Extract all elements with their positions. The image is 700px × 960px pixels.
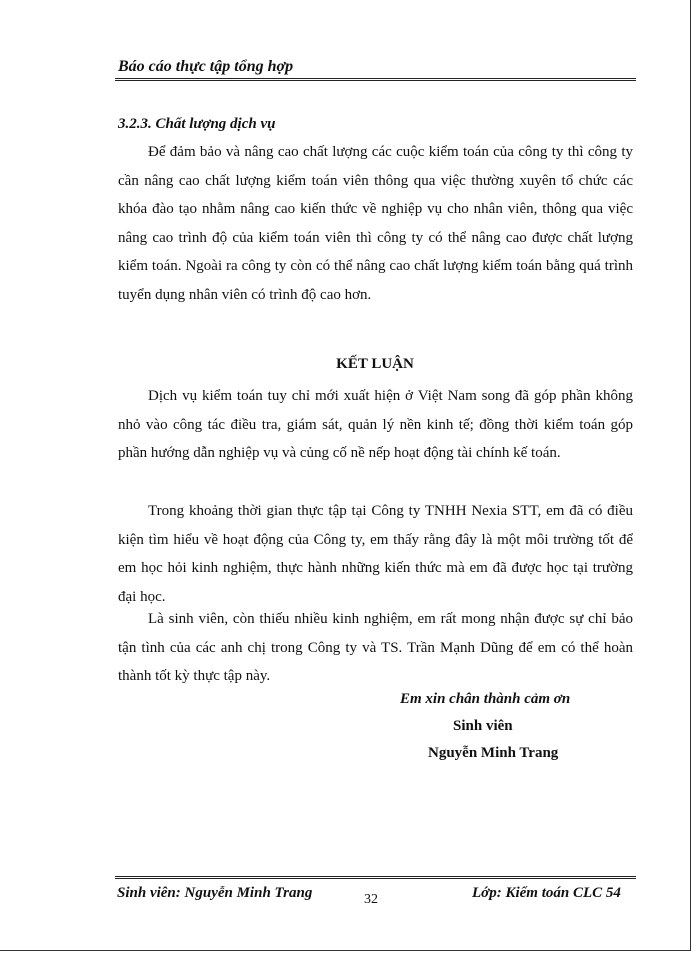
conclusion-paragraph-1: Dịch vụ kiểm toán tuy chỉ mới xuất hiện ở Việt Nam song đã góp phần không nhỏ vào công tác điều tra, giám sát, quản lý nền kinh tế; đồng thời kiểm toán góp phần hướng dẫn nghiệp vụ và củng cố nề nếp hoạt động tài chính kế toán. xyxy=(118,388,633,461)
conclusion-title: KẾT LUẬN xyxy=(336,356,414,372)
conclusion-paragraph-2: Trong khoảng thời gian thực tập tại Công ty TNHH Nexia STT, em đã có điều kiện tìm hiểu về hoạt động của Công ty, em thấy rằng đây là một môi trường tốt để em học hỏi kinh nghiệm, thực hành những kiến thức mà em đã được học tại trường đại học. xyxy=(118,503,633,605)
signature-name: Nguyễn Minh Trang xyxy=(428,745,559,761)
header-rule xyxy=(115,78,636,81)
page-number: 32 xyxy=(364,892,378,907)
footer-student: Sinh viên: Nguyễn Minh Trang xyxy=(117,885,313,901)
thanks-line: Em xin chân thành cảm ơn xyxy=(400,691,571,707)
section-heading: 3.2.3. Chất lượng dịch vụ xyxy=(118,116,276,132)
section-paragraph: Để đảm bảo và nâng cao chất lượng các cuộc kiểm toán của công ty thì công ty cần nâng cao chất lượng kiểm toán viên thông qua việc thường xuyên tổ chức các khóa đào tạo nhằm nâng cao kiến thức về nghiệp vụ cho nhân viên, thông qua việc nâng cao trình độ của kiểm toán viên thì công ty có thể nâng cao được chất lượng kiểm toán. Ngoài ra công ty còn có thể nâng cao chất lượng kiểm toán bằng quá trình tuyển dụng nhân viên có trình độ cao hơn. xyxy=(118,144,633,303)
footer-class: Lớp: Kiểm toán CLC 54 xyxy=(472,885,621,901)
signature-label: Sinh viên xyxy=(453,718,513,734)
header-title: Báo cáo thực tập tổng hợp xyxy=(118,58,294,75)
conclusion-paragraph-3: Là sinh viên, còn thiếu nhiều kinh nghiệm, em rất mong nhận được sự chỉ bảo tận tình của các anh chị trong Công ty và TS. Trần Mạnh Dũng để em có thể hoàn thành tốt kỳ thực tập này. xyxy=(118,611,633,684)
footer-rule xyxy=(115,876,636,879)
